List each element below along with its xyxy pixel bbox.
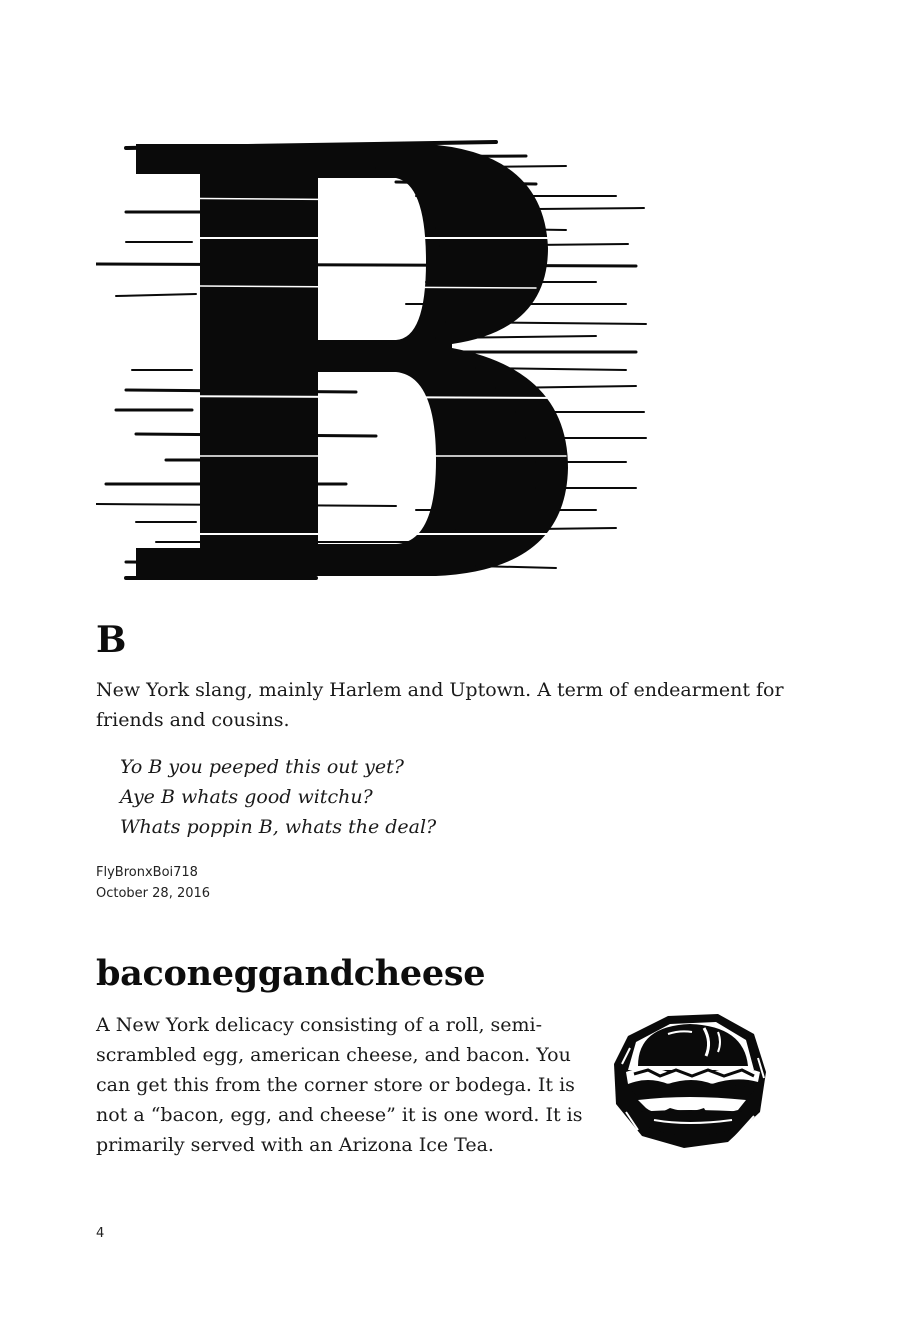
entry-examples-b [120,752,436,842]
entry-word-b: B [96,619,127,661]
b-letter-icon [96,138,648,582]
sandwich-icon [608,1008,770,1150]
entry-date: October 28, 2016 [96,886,211,901]
entry-definition-baconeggandcheese: A New York delicacy consisting of a roll, semi-scrambled egg, american cheese, and bacon. You can get this from the corner store or bodega. It is not a “bacon, egg, and cheese” it is one word. It is primarily served with an Arizona Ice Tea. [96,1014,583,1156]
entry-meta-b [96,862,210,904]
entry-author: FlyBronxBoi718 [96,865,198,880]
entry-word-baconeggandcheese: baconeggandcheese [96,953,486,994]
page-number: 4 [96,1226,105,1241]
entry-definition-b: New York slang, mainly Harlem and Uptown. A term of endearment for friends and cousins. [96,679,784,731]
example-line-2: Aye B whats good witchu? [120,786,373,808]
example-line-1: Yo B you peeped this out yet? [120,756,404,778]
example-line-3: Whats poppin B, whats the deal? [120,816,437,838]
